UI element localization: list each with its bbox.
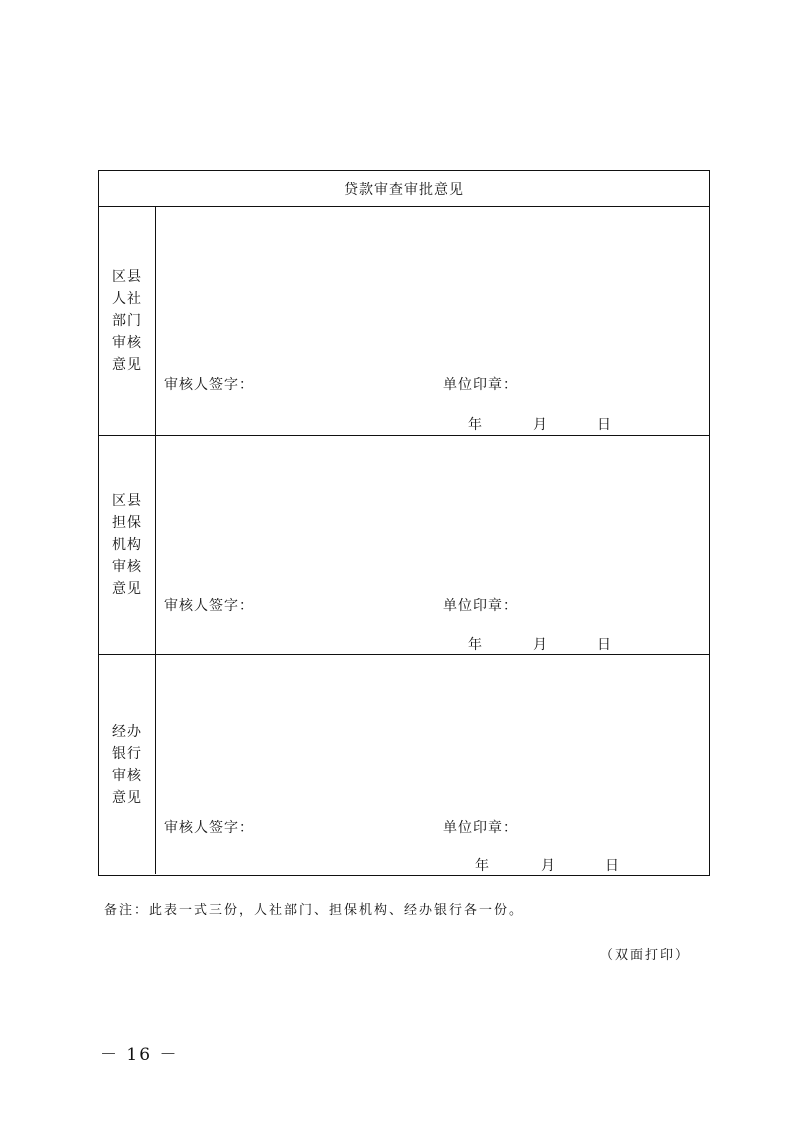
section-hr-department [99, 207, 709, 436]
loan-approval-table [98, 170, 710, 876]
unit-seal-label: 单位印章： [443, 598, 518, 614]
table-title: 贷款审查审批意见 [99, 171, 709, 207]
section-label-cell [99, 655, 156, 874]
section-label: 经办银行审核意见 [112, 723, 142, 806]
reviewer-signature-label: 审核人签字： [164, 377, 254, 393]
section-label: 区县人社部门审核意见 [112, 269, 142, 373]
opinion-area[interactable] [156, 655, 709, 874]
page-number: － 16 － [100, 1045, 179, 1065]
remarks-note: 备注：此表一式三份，人社部门、担保机构、经办银行各一份。 [104, 903, 525, 918]
date-day-label: 日 [597, 417, 611, 433]
section-guarantee-agency [99, 436, 709, 655]
date-month-label: 月 [533, 417, 547, 433]
date-day-label: 日 [605, 858, 619, 874]
section-label: 区县担保机构审核意见 [112, 493, 142, 597]
section-label-cell [99, 207, 156, 435]
date-day-label: 日 [597, 637, 611, 653]
reviewer-signature-label: 审核人签字： [164, 820, 254, 836]
duplex-print-note: （双面打印） [600, 948, 691, 963]
section-label-cell [99, 436, 156, 654]
date-month-label: 月 [541, 858, 555, 874]
unit-seal-label: 单位印章： [443, 377, 518, 393]
opinion-area[interactable] [156, 436, 709, 654]
opinion-area[interactable] [156, 207, 709, 435]
date-year-label: 年 [468, 417, 482, 433]
reviewer-signature-label: 审核人签字： [164, 598, 254, 614]
section-handling-bank [99, 655, 709, 874]
date-month-label: 月 [533, 637, 547, 653]
date-year-label: 年 [475, 858, 489, 874]
date-year-label: 年 [468, 637, 482, 653]
unit-seal-label: 单位印章： [443, 820, 518, 836]
